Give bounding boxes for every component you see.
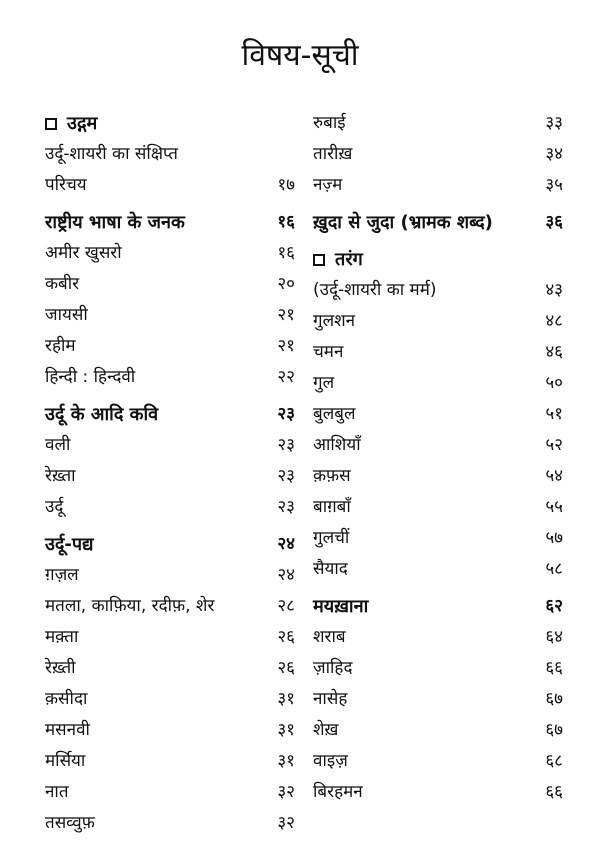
toc-entry-label — [313, 461, 351, 492]
toc-entry-label — [45, 622, 78, 653]
toc-page-number: ४६ — [545, 342, 563, 362]
toc-entry-label — [313, 492, 351, 523]
toc-entry-label — [45, 653, 76, 684]
toc-page-number: ३४ — [545, 144, 563, 164]
toc-entry-label — [45, 808, 95, 839]
toc-entry-text: उर्दू — [45, 497, 64, 517]
toc-entry-text: अमीर खुसरो — [45, 243, 122, 263]
toc-entry-label — [45, 238, 122, 269]
toc-entry-text: परिचय — [45, 175, 87, 195]
toc-entry-text: तरंग — [335, 249, 363, 270]
toc-entry-text: मर्सिया — [45, 751, 86, 771]
toc-entry-label — [313, 244, 363, 275]
toc-entry-text: बिरहमन — [313, 782, 363, 802]
toc-entry-label — [313, 430, 361, 461]
toc-entry-label — [45, 560, 79, 591]
toc-entry-label — [313, 523, 349, 554]
toc-page-number: १६ — [277, 243, 295, 263]
toc-entry-text: हिन्दी : हिन्दवी — [45, 367, 136, 387]
toc-page-number: ६२ — [545, 596, 563, 616]
toc-right-column — [313, 108, 563, 808]
toc-entry-text: तसव्वुफ़ — [45, 813, 95, 833]
toc-page-number: ५७ — [545, 528, 563, 548]
toc-page-number: ६८ — [545, 751, 563, 771]
toc-page-number: ३१ — [277, 689, 295, 709]
toc-entry — [313, 684, 563, 715]
toc-page-number: ५८ — [545, 559, 563, 579]
toc-entry-label — [45, 529, 93, 560]
toc-section-heading — [45, 108, 295, 139]
toc-entry-label — [313, 777, 363, 808]
toc-page-number: १६ — [277, 212, 295, 232]
toc-entry — [313, 622, 563, 653]
toc-entry-text: ग़ज़ल — [45, 565, 79, 585]
toc-entry-text: नात — [45, 782, 69, 802]
toc-entry-label — [313, 746, 348, 777]
toc-page-number: २१ — [277, 305, 295, 325]
toc-page-number: ५५ — [545, 497, 563, 517]
toc-page-number: ६७ — [545, 689, 563, 709]
toc-entry-label — [313, 108, 346, 139]
toc-entry-label — [45, 207, 185, 238]
toc-entry — [313, 492, 563, 523]
toc-entry-label — [313, 715, 338, 746]
toc-entry-label — [313, 653, 352, 684]
toc-page-number: ५० — [545, 373, 563, 393]
toc-entry — [45, 331, 295, 362]
toc-entry — [45, 560, 295, 591]
toc-entry — [313, 108, 563, 139]
toc-entry-text: ख़ुदा से जुदा (भ्रामक शब्द) — [313, 212, 493, 233]
checkbox-square-icon — [313, 254, 325, 266]
toc-entry-text: मसनवी — [45, 720, 90, 740]
toc-entry-text: उर्दू-शायरी का संक्षिप्त — [45, 144, 178, 164]
toc-entry-text: क़सीदा — [45, 689, 88, 709]
toc-entry — [313, 523, 563, 554]
toc-page-number: ५१ — [545, 404, 563, 424]
toc-entry-text: शेख़ — [313, 720, 339, 740]
toc-entry-text: रेख़्ता — [45, 466, 76, 486]
page-title: विषय-सूची — [241, 38, 359, 73]
toc-entry — [313, 337, 563, 368]
toc-entry-text: आशियाँ — [313, 435, 361, 455]
toc-entry-label — [313, 591, 368, 622]
toc-section-heading — [45, 399, 295, 430]
toc-page-number: ३२ — [277, 813, 295, 833]
toc-entry-label — [45, 430, 70, 461]
toc-entry-label — [313, 139, 352, 170]
toc-entry-label — [313, 337, 343, 368]
toc-entry — [45, 715, 295, 746]
toc-entry-label — [313, 399, 355, 430]
toc-section-heading — [313, 591, 563, 622]
toc-entry-text: सैयाद — [313, 559, 348, 579]
toc-entry-label — [45, 331, 76, 362]
toc-entry-text: मयख़ाना — [313, 596, 369, 617]
toc-entry-text: कबीर — [45, 274, 80, 294]
toc-section-heading — [313, 244, 563, 275]
toc-section-heading — [45, 207, 295, 238]
toc-entry-label — [45, 170, 87, 201]
toc-entry-label — [313, 170, 342, 201]
toc-entry-text: उर्दू के आदि कवि — [45, 404, 159, 425]
toc-page-number: २४ — [277, 565, 295, 585]
toc-entry-text: गुलचीं — [313, 528, 350, 548]
toc-page-number: ४८ — [545, 311, 563, 331]
toc-entry-label — [313, 554, 348, 585]
toc-page-number: ६४ — [545, 627, 563, 647]
toc-entry-text: उर्दू-पद्य — [45, 534, 94, 555]
toc-entry — [313, 777, 563, 808]
toc-entry-label — [45, 461, 76, 492]
toc-entry-text: वली — [45, 435, 71, 455]
toc-entry — [313, 275, 563, 306]
toc-entry-text: क़फ़स — [313, 466, 351, 486]
toc-entry-label — [45, 108, 97, 139]
toc-entry — [45, 622, 295, 653]
toc-entry — [45, 430, 295, 461]
toc-entry — [45, 170, 295, 201]
toc-page-number: २३ — [277, 435, 295, 455]
toc-entry-text: जायसी — [45, 305, 88, 325]
toc-entry-text: मतला, काफ़िया, रदीफ़, शेर — [45, 596, 215, 616]
toc-entry-text: रुबाई — [313, 113, 346, 133]
toc-entry-label — [45, 715, 90, 746]
toc-page-number: २३ — [277, 497, 295, 517]
toc-entry-label — [313, 622, 346, 653]
checkbox-square-icon — [45, 118, 57, 130]
toc-page-number: २४ — [277, 534, 295, 554]
toc-entry-text: नज़्म — [313, 175, 343, 195]
toc-entry — [45, 591, 295, 622]
toc-entry — [313, 139, 563, 170]
toc-entry — [313, 554, 563, 585]
toc-entry-text: तारीख़ — [313, 144, 353, 164]
toc-page-number: ३१ — [277, 751, 295, 771]
toc-entry — [45, 139, 295, 170]
toc-entry-text: (उर्दू-शायरी का मर्म) — [313, 280, 437, 300]
toc-section-heading — [45, 529, 295, 560]
toc-entry-text: बुलबुल — [313, 404, 356, 424]
toc-entry — [45, 300, 295, 331]
toc-entry-text: वाइज़ — [313, 751, 348, 771]
toc-entry — [313, 170, 563, 201]
toc-entry-label — [45, 139, 178, 170]
toc-page-number: २० — [277, 274, 295, 294]
toc-entry-label — [313, 368, 334, 399]
toc-section-heading — [313, 207, 563, 238]
toc-entry-label — [313, 306, 355, 337]
toc-entry-text: मक़्ता — [45, 627, 79, 647]
toc-page-number: २६ — [277, 627, 295, 647]
toc-page-number: २६ — [277, 658, 295, 678]
toc-page-number: ६७ — [545, 720, 563, 740]
toc-entry-label — [45, 746, 85, 777]
toc-entry-label — [45, 591, 214, 622]
toc-page-number: ६६ — [545, 658, 563, 678]
toc-entry — [45, 269, 295, 300]
toc-entry-label — [45, 300, 88, 331]
toc-entry — [45, 653, 295, 684]
toc-page-number: २८ — [277, 596, 295, 616]
toc-entry — [45, 746, 295, 777]
toc-entry-text: गुल — [313, 373, 335, 393]
toc-entry — [313, 306, 563, 337]
toc-page-number: ३२ — [277, 782, 295, 802]
toc-page-number: २३ — [277, 404, 295, 424]
toc-entry — [45, 492, 295, 523]
toc-entry — [45, 238, 295, 269]
toc-entry — [313, 653, 563, 684]
toc-page-number: २२ — [277, 367, 295, 387]
toc-entry-text: चमन — [313, 342, 344, 362]
toc-entry-text: रेख़्ती — [45, 658, 76, 678]
toc-entry — [45, 461, 295, 492]
toc-entry — [313, 368, 563, 399]
toc-entry-label — [45, 269, 79, 300]
toc-page-number: ३५ — [545, 175, 563, 195]
toc-entry-label — [313, 684, 347, 715]
toc-entry-text: गुलशन — [313, 311, 356, 331]
toc-entry-label — [45, 777, 69, 808]
toc-page-number: ३१ — [277, 720, 295, 740]
toc-entry-text: रहीम — [45, 336, 76, 356]
toc-entry-label — [45, 362, 135, 393]
toc-entry — [313, 399, 563, 430]
toc-left-column — [45, 108, 295, 839]
toc-entry — [45, 684, 295, 715]
toc-page-number: ४३ — [545, 280, 563, 300]
toc-entry — [45, 777, 295, 808]
toc-entry-text: ज़ाहिद — [313, 658, 353, 678]
toc-entry — [313, 715, 563, 746]
toc-page-number: ३३ — [545, 113, 563, 133]
toc-entry — [313, 746, 563, 777]
toc-page-number: १७ — [277, 175, 295, 195]
toc-entry — [45, 808, 295, 839]
toc-entry — [313, 461, 563, 492]
toc-entry — [45, 362, 295, 393]
toc-entry-label — [45, 492, 63, 523]
toc-entry-text: बाग़बाँ — [313, 497, 351, 517]
toc-entry — [313, 430, 563, 461]
toc-page-number: २३ — [277, 466, 295, 486]
toc-page-number: २१ — [277, 336, 295, 356]
toc-entry-label — [313, 275, 437, 306]
toc-page-number: ५४ — [545, 466, 563, 486]
toc-entry-label — [45, 684, 87, 715]
toc-entry-text: शराब — [313, 627, 346, 647]
toc-page-number: ५२ — [545, 435, 563, 455]
toc-entry-label — [45, 399, 158, 430]
toc-entry-text: उद्गम — [67, 113, 98, 134]
toc-page-number: ३६ — [545, 212, 563, 232]
toc-entry-text: नासेह — [313, 689, 348, 709]
toc-page-number: ६६ — [545, 782, 563, 802]
toc-entry-text: राष्ट्रीय भाषा के जनक — [45, 212, 185, 233]
toc-entry-label — [313, 207, 493, 238]
